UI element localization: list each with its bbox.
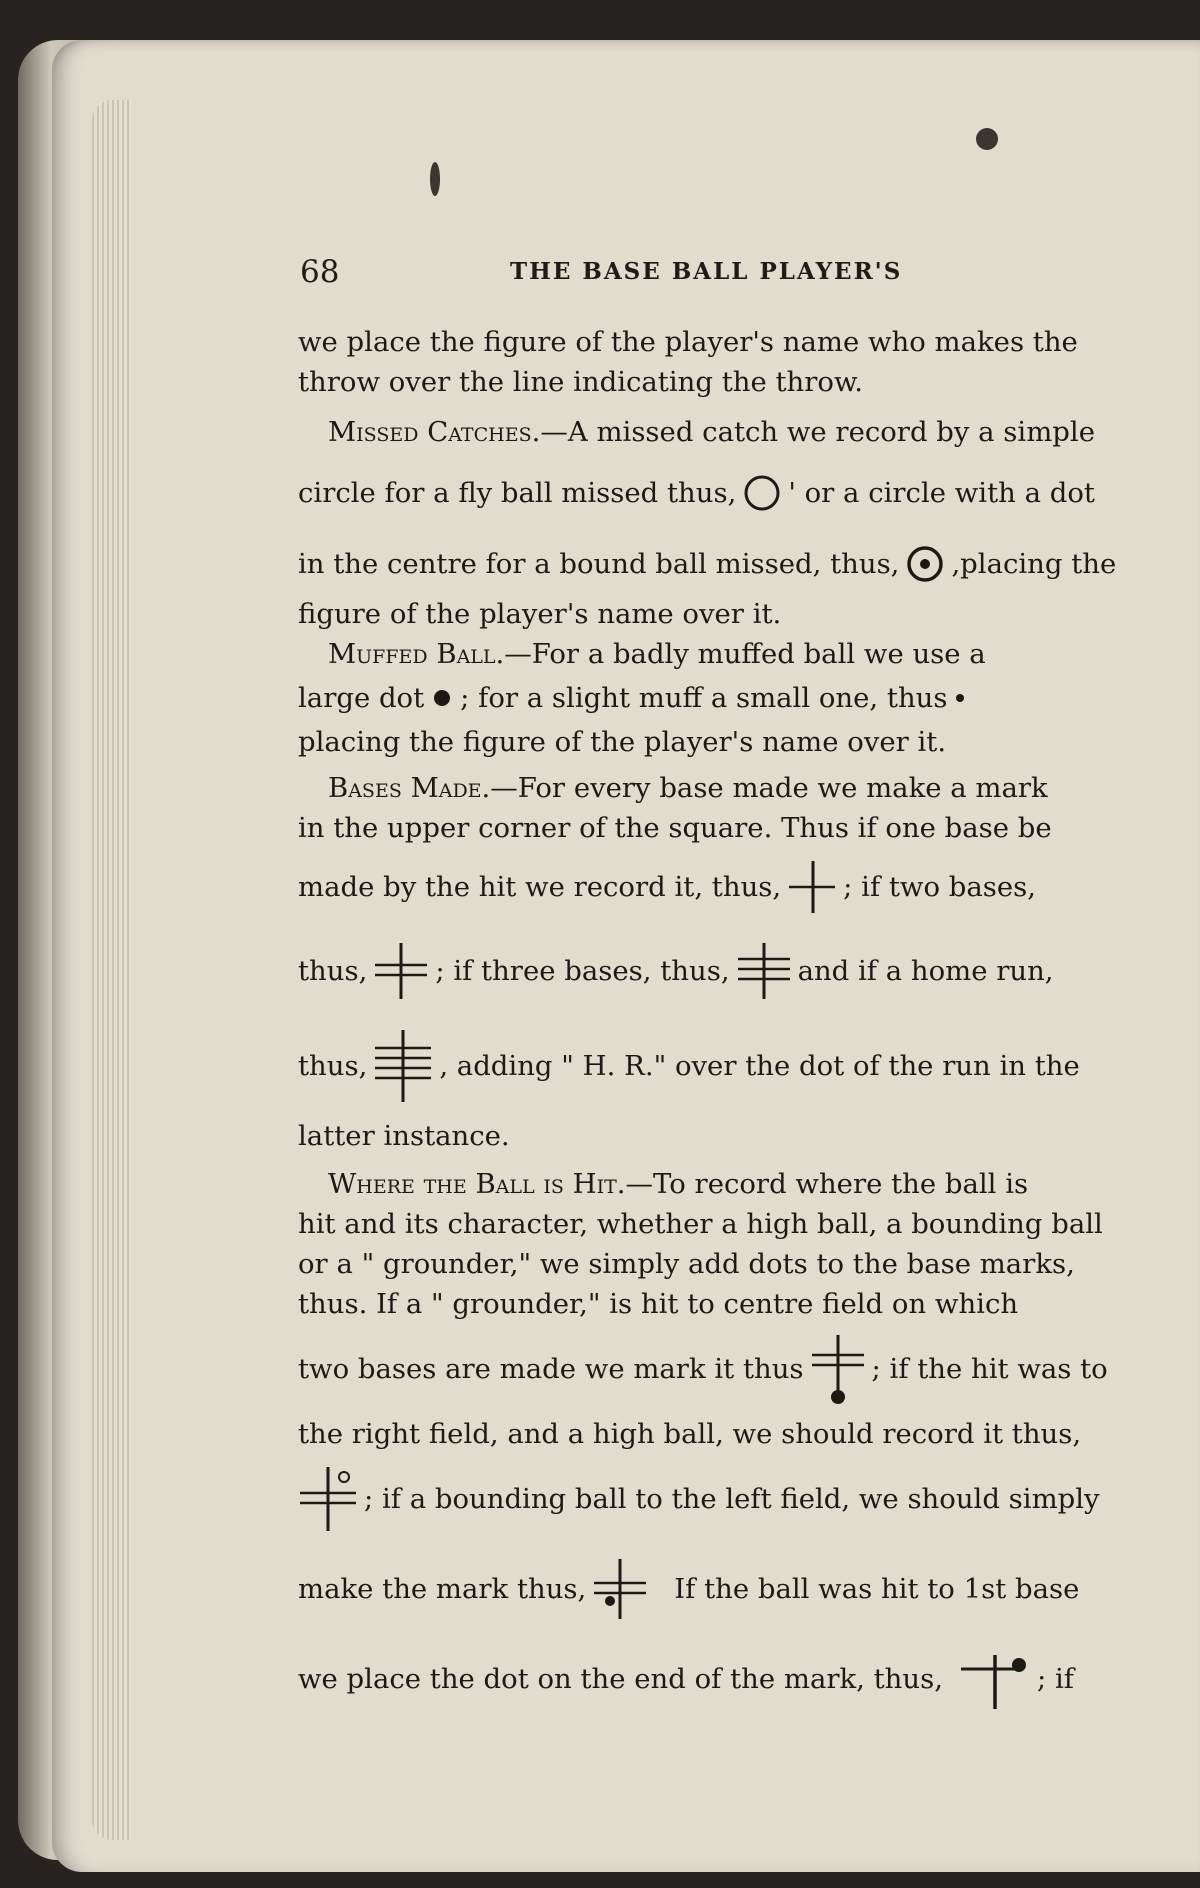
- text-run: ; if: [1036, 1663, 1074, 1695]
- text-run: and if a home run,: [797, 955, 1054, 987]
- text-run: ; if the hit was to: [871, 1353, 1108, 1385]
- page-header: [300, 254, 1200, 304]
- text-row: [298, 1324, 1150, 1414]
- text-row: [298, 1016, 1150, 1116]
- small-dot-icon: [953, 691, 967, 705]
- text-row: [298, 1634, 1150, 1724]
- section-heading: Bases Made.: [328, 772, 491, 804]
- text-run: —To record where the ball is: [625, 1168, 1029, 1200]
- text-line: placing the figure of the player's name over it.: [298, 726, 947, 758]
- text-run: made by the hit we record it, thus,: [298, 871, 782, 903]
- text-line: throw over the line indicating the throw.: [298, 366, 863, 398]
- bounding-left-mark-icon: [592, 1555, 648, 1623]
- body-text: [298, 322, 1150, 1724]
- text-line: thus. If a " grounder," is hit to centre field on which: [298, 1288, 1019, 1320]
- text-run: ; for a slight muff a small one, thus: [460, 682, 948, 714]
- ink-spot: [976, 128, 998, 150]
- dotted-circle-symbol-icon: [905, 544, 945, 584]
- grounder-centre-mark-icon: [810, 1331, 866, 1407]
- text-line: in the upper corner of the square. Thus if one base be: [298, 812, 1052, 844]
- text-line: or a " grounder," we simply add dots to the base marks,: [298, 1248, 1075, 1280]
- text-run: If the ball was hit to 1st base: [674, 1573, 1080, 1605]
- text-row: [298, 848, 1150, 926]
- text-row: [298, 1454, 1150, 1544]
- three-base-mark-icon: [736, 939, 792, 1003]
- text-line: figure of the player's name over it.: [298, 598, 782, 630]
- text-run: ,placing the: [951, 548, 1117, 580]
- two-base-mark-icon: [373, 939, 429, 1003]
- home-run-mark-icon: [373, 1026, 433, 1106]
- paragraph-where: [298, 1164, 1150, 1204]
- circle-symbol-icon: [742, 473, 782, 513]
- section-heading: Where the Ball is Hit.: [328, 1168, 626, 1200]
- text-run: —For a badly muffed ball we use a: [504, 638, 986, 670]
- large-dot-icon: [430, 686, 454, 710]
- running-head: THE BASE BALL PLAYER'S: [510, 258, 903, 285]
- section-heading: Missed Catches.: [328, 416, 541, 448]
- text-run: make the mark thus,: [298, 1573, 587, 1605]
- text-row: [298, 926, 1150, 1016]
- text-row: [298, 452, 1150, 534]
- ink-spot: [430, 162, 440, 196]
- text-run: —A missed catch we record by a simple: [540, 416, 1095, 448]
- text-line: we place the figure of the player's name who makes the: [298, 326, 1078, 358]
- text-line: hit and its character, whether a high ball, a bounding ball: [298, 1208, 1103, 1240]
- paragraph-muffed: [298, 634, 1150, 674]
- text-run: ; if two bases,: [843, 871, 1036, 903]
- text-run: ; if a bounding ball to the left field, we should simply: [364, 1483, 1100, 1515]
- text-run: thus,: [298, 955, 368, 987]
- section-heading: Muffed Ball.: [328, 638, 505, 670]
- text-run: , adding " H. R." over the dot of the run in the: [439, 1050, 1080, 1082]
- text-run: we place the dot on the end of the mark, thus,: [298, 1663, 943, 1695]
- text-line: the right field, and a high ball, we should record it thus,: [298, 1418, 1082, 1450]
- text-run: —For every base made we make a mark: [490, 772, 1048, 804]
- text-run: large dot: [298, 682, 425, 714]
- text-run: two bases are made we mark it thus: [298, 1353, 804, 1385]
- first-base-mark-icon: [959, 1645, 1031, 1713]
- paragraph-bases: [298, 768, 1150, 808]
- text-run: thus,: [298, 1050, 368, 1082]
- text-line: latter instance.: [298, 1120, 510, 1152]
- page-stack: [92, 100, 132, 1840]
- high-ball-right-mark-icon: [298, 1463, 358, 1535]
- text-run: in the centre for a bound ball missed, thus,: [298, 548, 900, 580]
- text-row: [298, 674, 1150, 722]
- text-row: [298, 534, 1150, 594]
- page-number: 68: [300, 254, 340, 290]
- text-run: circle for a fly ball missed thus,: [298, 477, 737, 509]
- paragraph-missed: [298, 412, 1150, 452]
- text-run: ' or a circle with a dot: [788, 477, 1095, 509]
- text-row: [298, 1544, 1150, 1634]
- one-base-mark-icon: [787, 857, 837, 917]
- text-run: ; if three bases, thus,: [435, 955, 730, 987]
